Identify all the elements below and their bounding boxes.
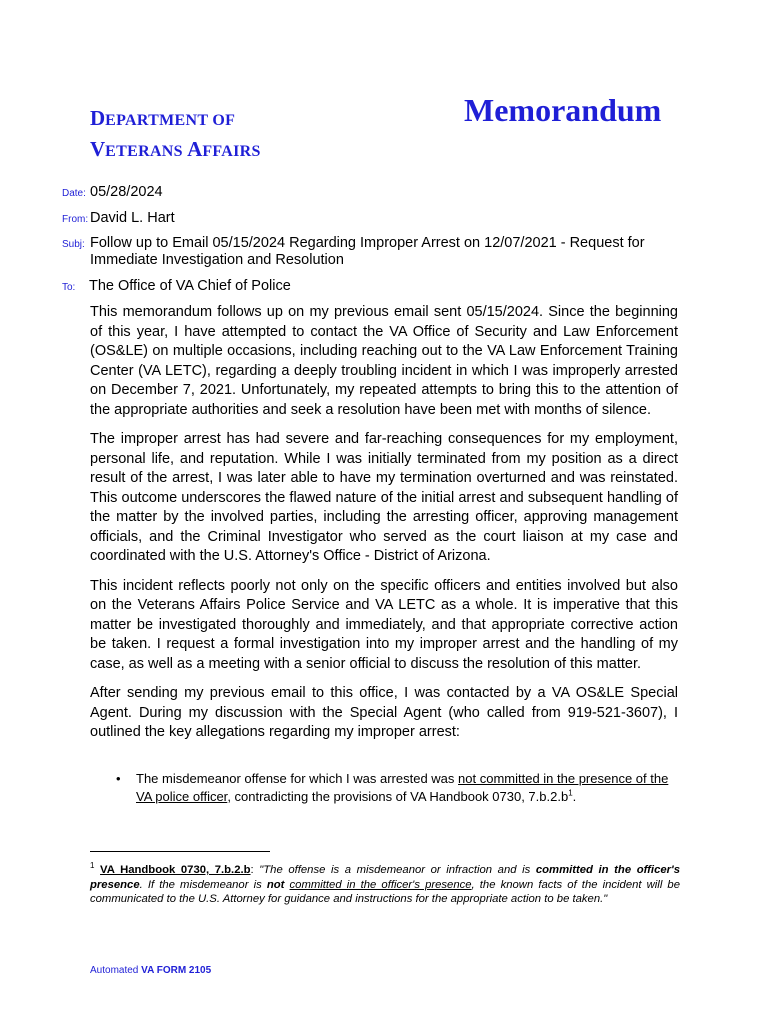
department-name	[90, 104, 261, 166]
bullet-icon: •	[116, 771, 121, 786]
date-value: 05/28/2024	[90, 184, 163, 200]
paragraph-1: This memorandum follows up on my previous email sent 05/15/2024. Since the beginning of this year, I have attempted to contact the VA Office of Security and Law Enforcement (OS&LE) on multiple occasions, including reaching out to the VA Law Enforcement Training Center (VA LETC), regarding a deeply troubling incident in which I was improperly arrested on December 7, 2021. Unfortunately, my repeated attempts to bring this to the attention of the appropriate authorities and seek a resolution have been met with months of silence.	[90, 304, 678, 418]
subject-value: Follow up to Email 05/15/2024 Regarding Improper Arrest on 12/07/2021 - Request for Immediate Investigation and Resolution	[90, 235, 645, 268]
subject-label: Subj:	[62, 239, 85, 250]
from-label: From:	[62, 214, 89, 225]
paragraph-2: The improper arrest has had severe and far-reaching consequences for my employment, personal life, and reputation. While I was initially terminated from my position as a direct result of the arrest, I was later able to have my termination overturned and was reinstated. This outcome underscores the flawed nature of the initial arrest and subsequent handling of the matter by the involved parties, including the arresting officer, approving management officials, and the Criminal Investigator who served as the court liaison at my case and coordinated with the U.S. Attorney's Office - District of Arizona.	[90, 431, 678, 564]
form-identifier: Automated VA FORM 2105	[90, 965, 212, 976]
footnote-reference: 1	[568, 788, 573, 798]
date-label: Date:	[62, 188, 86, 199]
bullet-text: The misdemeanor offense for which I was arrested was not committed in the presence of the VA police officer, contradicting the provisions of VA Handbook 0730, $7.b.2.b^1$.	[136, 771, 669, 804]
bullet-underlined-text: not committed in the presence of the VA police officer	[136, 771, 669, 804]
memo-body	[90, 303, 678, 753]
department-line-2: VETERANS AFFAIRS	[90, 137, 261, 161]
memorandum-title: Memorandum	[464, 92, 662, 128]
to-value: The Office of VA Chief of Police	[89, 278, 291, 294]
paragraph-4: After sending my previous email to this office, I was contacted by a VA OS&LE Special Agent. During my discussion with the Special Agent (who called from 919-521-3607), I outlined the key allegations regarding my improper arrest:	[90, 685, 678, 740]
footnote: $^1$ VA Handbook 0730, 7.b.2.b: "The offense is a misdemeanor or infraction and is committed in the officer's presence. If the misdemeanor is not committed in the officer's presence, the known facts of the incident will be communicated to the U.S. Attorney for guidance and instructions for the appropriate action to be taken."	[90, 861, 680, 905]
footnote-divider	[90, 851, 270, 852]
paragraph-3: This incident reflects poorly not only on the specific officers and entities involved but also on the Veterans Affairs Police Service and VA LETC as a whole. It is imperative that this matter be investigated thoroughly and immediately, and that appropriate corrective action be taken. I request a formal investigation into my improper arrest and the handling of my case, as well as a meeting with a senior official to discuss the resolution of this matter.	[90, 577, 678, 672]
department-line-1: DEPARTMENT OF	[90, 106, 236, 130]
footnote-marker: 1	[90, 861, 95, 871]
to-label: To:	[62, 282, 76, 293]
from-value: David L. Hart	[90, 210, 175, 226]
footnote-ref-title: VA Handbook 0730, 7.b.2.b	[100, 864, 251, 876]
